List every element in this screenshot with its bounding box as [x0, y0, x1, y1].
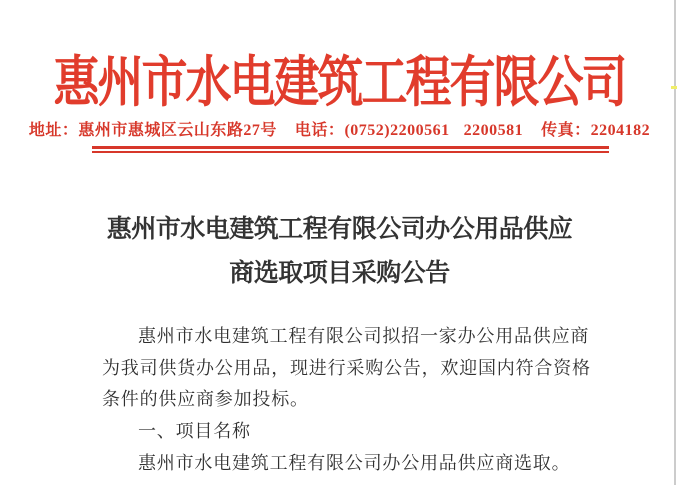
body-line-1: 惠州市水电建筑工程有限公司拟招一家办公用品供应商: [138, 326, 590, 346]
phone-value-2: 2200581: [463, 122, 524, 139]
letterhead-divider-rule: [92, 146, 609, 153]
phone-value-1: (0752)2200561: [344, 122, 450, 139]
document-title: [0, 208, 679, 296]
divider-thick-line: [92, 146, 609, 149]
body-line-3: 条件的供应商参加投标。: [102, 389, 309, 410]
document-body: [102, 321, 604, 480]
fax-value: 2204182: [590, 122, 651, 139]
fax-label: 传真：: [541, 122, 591, 139]
divider-thin-line: [92, 151, 609, 153]
document-title-line2: 商选取项目采购公告: [229, 260, 450, 287]
document-title-line1: 惠州市水电建筑工程有限公司办公用品供应: [106, 216, 573, 243]
body-line-5: 惠州市水电建筑工程有限公司办公用品供应商选取。: [138, 452, 571, 473]
scan-artifact-yellow-mark: [671, 86, 677, 89]
letterhead-contact-line: [0, 120, 679, 142]
scan-page-edge-line: [674, 0, 676, 485]
letterhead-company-name: 惠州市水电建筑工程有限公司: [53, 52, 626, 114]
body-section-heading: 一、项目名称: [138, 421, 251, 442]
address-value: 惠州市惠城区云山东路27号: [78, 122, 277, 139]
body-line-2: 为我司供货办公用品，现进行采购公告，欢迎国内符合资格: [102, 357, 591, 378]
address-label: 地址：: [28, 122, 79, 139]
phone-label: 电话：: [294, 122, 345, 139]
